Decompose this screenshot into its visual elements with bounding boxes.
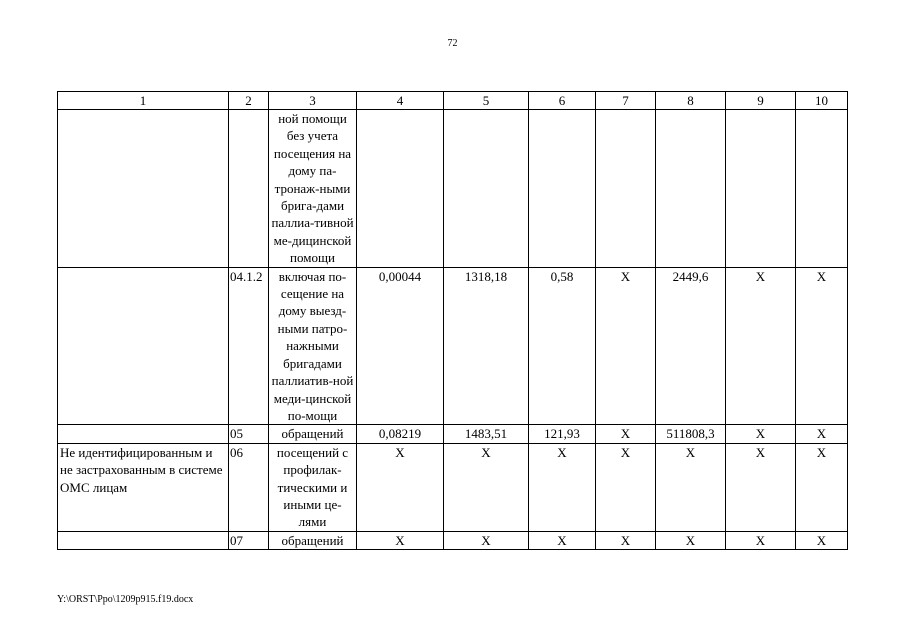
unit-cell: обращений	[269, 531, 357, 549]
value-cell: X	[596, 425, 656, 443]
header-cell: 4	[357, 92, 444, 110]
value-cell: X	[596, 443, 656, 531]
value-cell: X	[596, 267, 656, 425]
value-cell: X	[726, 425, 796, 443]
value-cell: 0,58	[529, 267, 596, 425]
line-code-cell: 06	[229, 443, 269, 531]
value-cell: 1483,51	[444, 425, 529, 443]
value-cell	[444, 110, 529, 268]
value-cell: 511808,3	[656, 425, 726, 443]
value-cell: 2449,6	[656, 267, 726, 425]
value-cell: X	[656, 443, 726, 531]
value-cell: X	[529, 443, 596, 531]
line-code-cell: 07	[229, 531, 269, 549]
value-cell: X	[796, 425, 848, 443]
header-cell: 3	[269, 92, 357, 110]
value-cell: 0,00044	[357, 267, 444, 425]
recipient-cell	[58, 110, 229, 268]
table-row	[58, 531, 848, 549]
recipient-cell	[58, 531, 229, 549]
header-cell: 6	[529, 92, 596, 110]
value-cell: X	[357, 531, 444, 549]
value-cell: X	[726, 531, 796, 549]
value-cell: X	[796, 443, 848, 531]
recipient-cell	[58, 425, 229, 443]
unit-cell: обращений	[269, 425, 357, 443]
table-row	[58, 110, 848, 268]
page-number: 72	[447, 38, 458, 49]
value-cell: X	[726, 267, 796, 425]
unit-cell: ной помощи без учета посещения на дому па-тронаж-ными брига-дами паллиа-тивной ме-дицинской помощи	[269, 110, 357, 268]
line-code-cell	[229, 110, 269, 268]
table-row	[58, 425, 848, 443]
unit-cell: включая по-сещение на дому выезд-ными патро-нажными бригадами паллиатив-ной меди-цинской по-мощи	[269, 267, 357, 425]
value-cell	[726, 110, 796, 268]
value-cell: X	[357, 443, 444, 531]
header-cell: 8	[656, 92, 726, 110]
value-cell: X	[656, 531, 726, 549]
value-cell	[596, 110, 656, 268]
table-row	[58, 267, 848, 425]
line-code-cell: 05	[229, 425, 269, 443]
recipient-cell: Не идентифицированным и не застрахованным в системе ОМС лицам	[58, 443, 229, 531]
header-cell: 5	[444, 92, 529, 110]
value-cell: X	[596, 531, 656, 549]
value-cell	[796, 110, 848, 268]
line-code-cell: 04.1.2	[229, 267, 269, 425]
header-cell: 2	[229, 92, 269, 110]
value-cell	[529, 110, 596, 268]
value-cell: X	[529, 531, 596, 549]
value-cell	[357, 110, 444, 268]
value-cell: 1318,18	[444, 267, 529, 425]
value-cell: X	[444, 443, 529, 531]
recipient-cell	[58, 267, 229, 425]
value-cell: X	[796, 267, 848, 425]
file-path-footer: Y:\ORST\Ppo\1209p915.f19.docx	[57, 594, 194, 605]
value-cell: X	[444, 531, 529, 549]
header-cell: 9	[726, 92, 796, 110]
unit-cell: посещений с профилак-тическими и иными це-лями	[269, 443, 357, 531]
value-cell	[656, 110, 726, 268]
value-cell: X	[726, 443, 796, 531]
header-cell: 1	[58, 92, 229, 110]
data-table	[57, 91, 848, 550]
value-cell: 0,08219	[357, 425, 444, 443]
header-row	[58, 92, 848, 110]
table-row	[58, 443, 848, 531]
header-cell: 10	[796, 92, 848, 110]
header-cell: 7	[596, 92, 656, 110]
value-cell: 121,93	[529, 425, 596, 443]
value-cell: X	[796, 531, 848, 549]
